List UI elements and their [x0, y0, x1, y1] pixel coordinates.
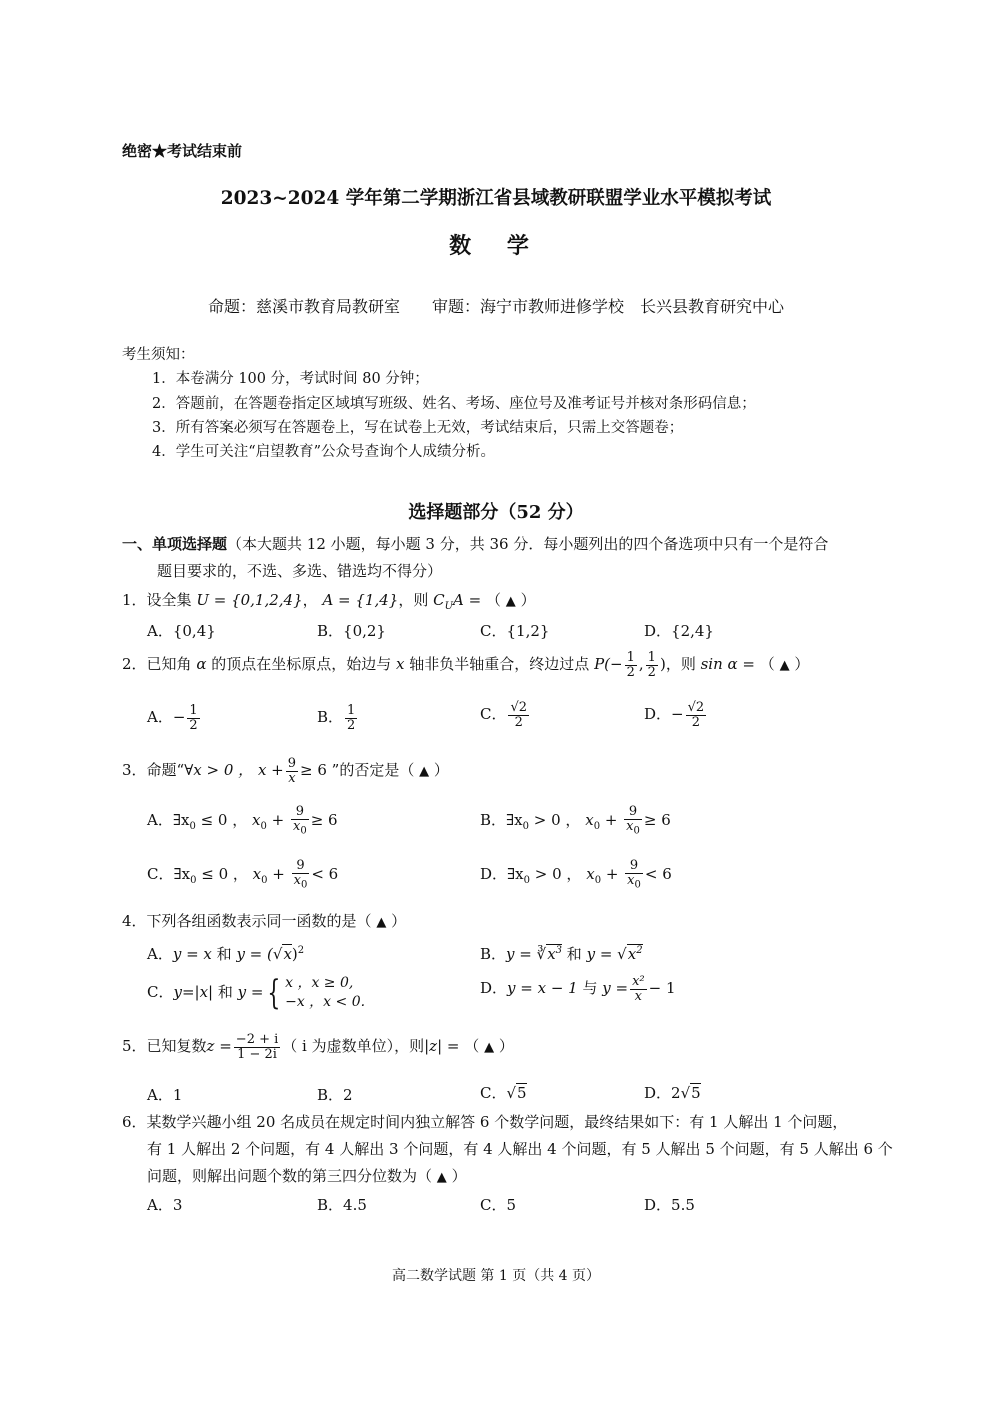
- q6-option-c: C．5: [480, 1196, 517, 1214]
- q1-option-b: B．{0,2}: [317, 622, 386, 640]
- question-6-line1: 6．某数学兴趣小组 20 名成员在规定时间内独立解答 6 个数学问题，最终结果如下：有 1 人解出 1 个问题，: [122, 1113, 848, 1131]
- q1-complement: C: [433, 591, 445, 609]
- section-title: 选择题部分（52 分）: [408, 502, 584, 523]
- question-4-stem: 4．下列各组函数表示同一函数的是（ ▲ ）: [122, 912, 407, 930]
- question-3-stem: 3．命题“∀x > 0 ， x + $\frac{9}{x}$ ≥ 6 ”的否定是（ ▲ ）: [122, 756, 449, 786]
- q1-option-d: D．{2,4}: [644, 622, 714, 640]
- q1-text: 1．设全集: [122, 591, 192, 609]
- page-footer: 高二数学试题 第 1 页（共 4 页）: [391, 1268, 601, 1284]
- q3-option-b: B．$\exists x_0 > 0$ ， $x_0$ + $\frac{9}{x_0}$ ≥ 6: [480, 804, 671, 837]
- question-6-line3: 问题，则解出问题个数的第三四分位数为（ ▲ ）: [147, 1167, 467, 1185]
- answer-triangle-icon: ▲: [779, 658, 790, 674]
- q1-text: ，: [302, 591, 318, 609]
- q1-text: ，则: [398, 591, 429, 609]
- q4-option-d: D．y = x − 1 与 y = $\frac{\text{x²}}{x}$ − 1: [480, 974, 676, 1004]
- q4-option-b: B．$y = ∛x^3$ 和 $y = √x^2$: [480, 945, 643, 963]
- q3-option-d: D．$\exists x_0 > 0$ ， $x_0$ + $\frac{9}{x_0}$ < 6: [480, 858, 672, 891]
- q2-point: P(−: [594, 655, 623, 674]
- q2-text: ）: [794, 655, 810, 674]
- q4-option-a: A．y = x 和 $y = (√x)^2$: [147, 945, 305, 963]
- q2-text: ，则: [665, 655, 696, 674]
- notice-item: 1．本卷满分 100 分，考试时间 80 分钟；: [152, 371, 429, 387]
- q1-expr: A =: [453, 591, 482, 609]
- answer-triangle-icon: ▲: [436, 1170, 447, 1185]
- answer-triangle-icon: ▲: [484, 1040, 495, 1056]
- part-desc: （本大题共 12 小题，每小题 3 分，共 36 分．每小题列出的四个备选项中只有一个是符合: [227, 535, 829, 553]
- part-label: 一、单项选择题: [122, 535, 228, 553]
- q6-option-b: B．4.5: [317, 1196, 367, 1214]
- q2-fraction: $\frac{1}{2}$: [626, 650, 635, 680]
- q1-option-a: A．{0,4}: [147, 622, 216, 640]
- q5-option-d: D．2√5: [644, 1084, 701, 1102]
- q2-option-a: A．− $\frac{1}{2}$: [147, 703, 198, 733]
- q2-alpha: α: [196, 655, 207, 674]
- q2-text: 2．已知角: [122, 655, 192, 674]
- q2-comma: ,: [638, 655, 644, 674]
- q1-set-a: A = {1,4}: [322, 591, 399, 609]
- q2-option-b: B． $\frac{1}{2}$: [317, 703, 356, 733]
- q3-option-c: C．$\exists x_0 \le 0$ ， $x_0$ + $\frac{9}{x_0}$ < 6: [147, 858, 339, 891]
- answer-triangle-icon: ▲: [376, 915, 387, 930]
- part-desc-line2: 题目要求的，不选、多选、错选均不得分）: [157, 562, 443, 580]
- answer-triangle-icon: ▲: [505, 594, 516, 609]
- question-5-stem: 5．已知复数z = $\frac{-2 + i}{1 - 2i}$ （ i 为虚数单位），则|z| = （ ▲ ）: [122, 1032, 514, 1062]
- q2-text: 轴非负半轴重合，终边过点: [409, 655, 590, 674]
- q2-option-c: C． $\frac{√2}{2}$: [480, 700, 528, 730]
- q2-option-d: D．− $\frac{√2}{2}$: [644, 700, 705, 730]
- q1-text: ）: [520, 591, 536, 609]
- q5-option-c: C．√5: [480, 1084, 527, 1102]
- exam-title: 2023~2024 学年第二学期浙江省县域教研联盟学业水平模拟考试: [220, 188, 772, 209]
- question-1-stem: [122, 589, 536, 612]
- q1-text: （: [486, 591, 502, 609]
- q4-option-c: C．y=|x| 和 y = { x ，x ≥ 0, −x ，x < 0.: [147, 972, 366, 1013]
- q1-set-u: U = {0,1,2,4}: [196, 591, 303, 609]
- subject-title: 数 学: [449, 233, 543, 259]
- notice-item: 2．答题前，在答题卷指定区域填写班级、姓名、考场、座位号及准考证号并核对条形码信息；: [152, 396, 756, 412]
- q2-close: ): [659, 655, 666, 674]
- notice-item: 4．学生可关注“启望教育”公众号查询个人成绩分析。: [152, 444, 496, 460]
- notice-item: 3．所有答案必须写在答题卷上，写在试卷上无效，考试结束后，只需上交答题卷；: [152, 420, 684, 436]
- notice-heading: 考生须知：: [122, 347, 195, 363]
- q5-option-a: A．1: [147, 1086, 183, 1104]
- q6-option-d: D．5.5: [644, 1196, 695, 1214]
- question-2-stem: [122, 651, 809, 679]
- q1-option-c: C．{1,2}: [480, 622, 550, 640]
- q6-option-a: A．3: [147, 1196, 183, 1214]
- q2-text: （: [759, 655, 775, 674]
- part-instructions: [122, 533, 828, 554]
- question-6-line2: 有 1 人解出 2 个问题，有 4 人解出 3 个问题，有 4 人解出 4 个问题，有 5 人解出 5 个问题，有 5 人解出 6 个: [147, 1140, 893, 1158]
- q5-option-b: B．2: [317, 1086, 353, 1104]
- q2-sin: sin α =: [700, 655, 755, 674]
- q1-sub: U: [444, 601, 454, 612]
- q3-option-a: A．$\exists x_0 \le 0$ ， $x_0$ + $\frac{9}{x_0}$ ≥ 6: [147, 804, 338, 837]
- q2-text: 的顶点在坐标原点，始边与: [211, 655, 392, 674]
- q2-fraction: $\frac{1}{2}$: [647, 650, 656, 680]
- confidential-label: 绝密★考试结束前: [122, 142, 243, 160]
- answer-triangle-icon: ▲: [419, 764, 430, 780]
- authors-line: 命题：慈溪市教育局教研室 审题：海宁市教师进修学校 长兴县教育研究中心: [207, 297, 784, 316]
- q2-x: x: [396, 655, 405, 674]
